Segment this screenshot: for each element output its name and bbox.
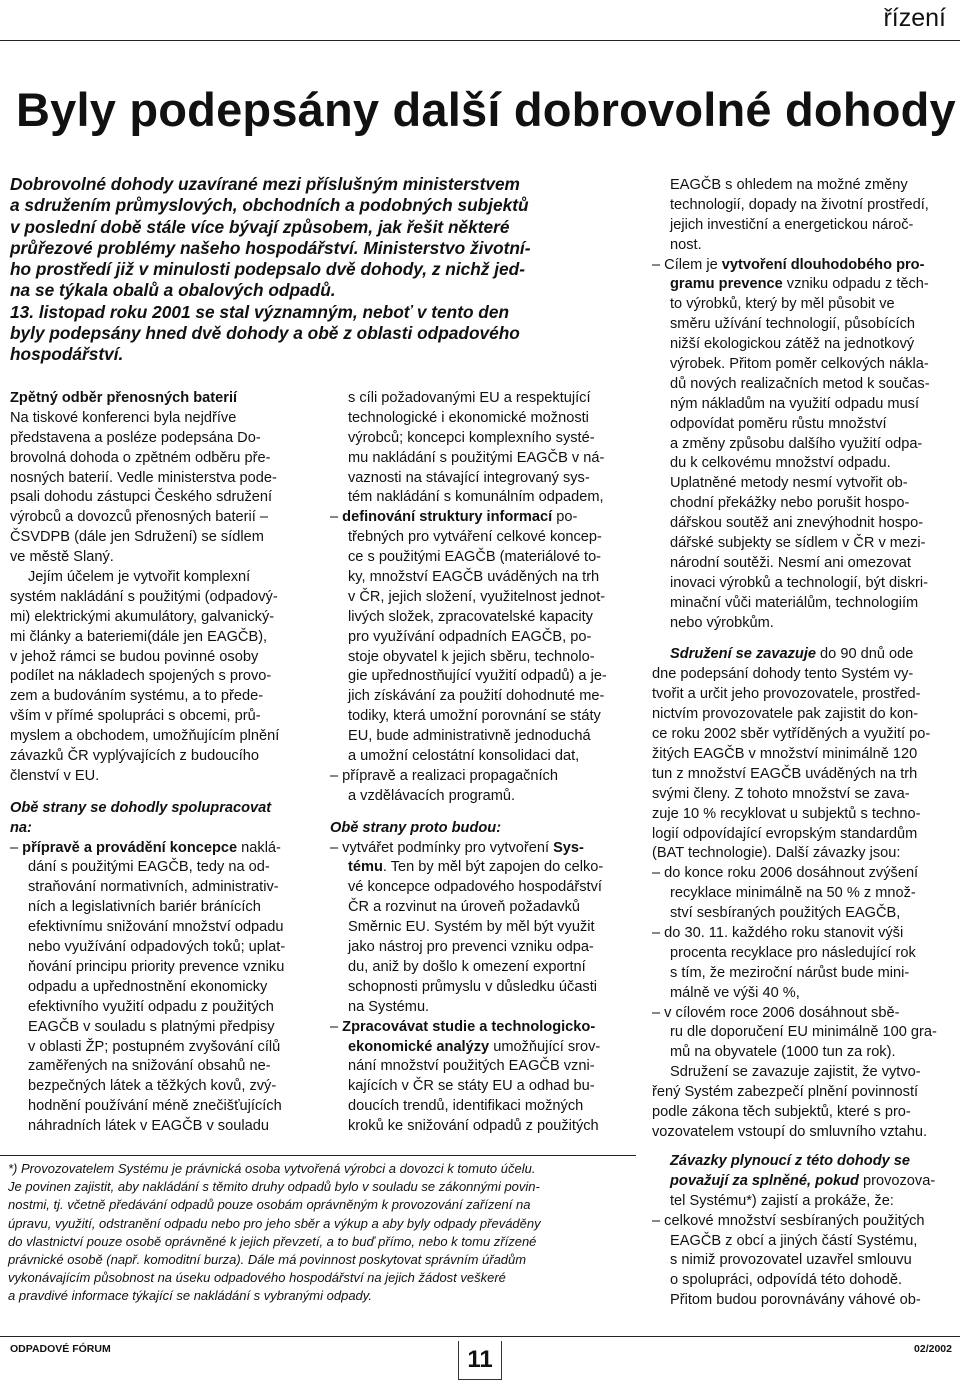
bullet-line: – celkové množství sesbíraných použitých — [652, 1212, 925, 1229]
text-line: nost. — [670, 236, 702, 253]
text-line: ce s použitými EAGČB (materiálové to- — [348, 549, 602, 566]
footnote-line: nostmi, tj. včetně předávání odpadů pouze osobám oprávněným k provozování zařízení na — [8, 1197, 531, 1213]
text-line: pro využívání odpadních EAGČB, po- — [348, 628, 592, 645]
spacer — [10, 787, 320, 799]
text-line: kajících v ČR se státy EU a odhad bu- — [348, 1078, 595, 1095]
subheading: Závazky plynoucí z této dohody se — [670, 1153, 911, 1169]
footnote-line: úpravu, využití, odstranění odpadu nebo pro jeho sběr a výkup a aby byly odpady převáděny — [8, 1215, 541, 1231]
bullet-line — [330, 508, 640, 528]
text-line: myslem a obchodem, umožňujícím plnění — [10, 728, 280, 745]
bullet-line: – přípravě a realizaci propagačních — [330, 767, 558, 784]
footnote-line: *) Provozovatelem Systému je právnická osoba vytvořená výrobci a dovozci k tomuto účelu. — [8, 1161, 536, 1176]
text-line: straňování normativních, administrativ- — [28, 879, 279, 896]
text-line: systém nakládání s použitými (odpadový- — [10, 588, 278, 605]
text-line: Na tiskové konferenci byla nejdříve — [10, 409, 237, 426]
text-line: ČSVDPB (dále jen Sdružení) se sídlem — [10, 529, 264, 546]
bullet-emphasis: přípravě a provádění koncepce — [22, 839, 238, 856]
bullet-emphasis: ekonomické analýzy — [348, 1038, 490, 1055]
page-number: 11 — [458, 1341, 502, 1380]
text-line: jich získávání za použití dohodnuté me- — [348, 688, 605, 705]
text-line: technologií, dopady na životní prostředí, — [670, 196, 929, 213]
bullet-dash: – — [330, 509, 343, 526]
text-line: kroků ke snižování odpadů z použitých — [348, 1118, 599, 1135]
text-line: psali dohodu zástupci Českého sdružení — [10, 489, 273, 506]
text-line: livých složek, zpracovatelské kapacity — [348, 608, 593, 625]
footnote-line: a pravdivé informace týkající se nakládání s vybranými odpady. — [8, 1288, 372, 1304]
text-line: řený Systém zabezpečí plnění povinností — [652, 1084, 919, 1101]
text-line: EAGČB v souladu s platnými předpisy — [28, 1018, 275, 1035]
text-line: zaměřených na snižování obsahů ne- — [28, 1058, 271, 1075]
text-line: zuje 10 % recyklovat u subjektů s techno- — [652, 805, 921, 822]
text-line: málně ve výši 40 %, — [670, 984, 800, 1001]
footer-divider — [0, 1336, 960, 1337]
bullet-line: – do konce roku 2006 dosáhnout zvýšení — [652, 865, 919, 882]
text-line: EAGČB z obcí a jiných částí Systému, — [670, 1232, 918, 1249]
text-line: zem a budováním systému, a to přede- — [10, 688, 264, 705]
bullet-emphasis: vytvoření dlouhodobého pro- — [721, 256, 925, 273]
text-line: tun z množství EAGČB uváděných na trh — [652, 765, 918, 782]
text-line: (BAT technologie). Další závazky jsou: — [652, 845, 901, 862]
bullet-emphasis: Zpracovávat studie a technologicko- — [342, 1018, 596, 1035]
bullet-emphasis: tému — [348, 859, 383, 876]
text-line: Uplatněné metody nesmí vytvořit ob- — [670, 475, 908, 492]
text-line: závazků ČR vyplývajících z budoucího — [10, 748, 260, 765]
paragraph-emphasis: Sdružení se zavazuje — [670, 646, 816, 663]
bullet-line — [652, 256, 952, 276]
text-line: EAGČB s ohledem na možné změny — [670, 177, 908, 193]
bullet-text: – Cílem je — [652, 256, 722, 273]
text-line: inovaci výrobků a technologií, být diskri- — [670, 574, 928, 591]
bullet-line: – do 30. 11. každého roku stanovit výši — [652, 924, 904, 941]
text-line: tvořit a určit jeho provozovatele, prostřed- — [652, 686, 921, 703]
footnote-line: do vlastnictví pouze osobě oprávněné k jejich převzetí, a to buď přímo, nebo k tomu zřízené — [8, 1233, 537, 1249]
text-line: logií odpovídající evropským standardům — [652, 825, 918, 842]
text-line: bezpečných látek a těžkých kovů, zvý- — [28, 1078, 277, 1095]
text-line: v jehož rámci se budou povinné osoby — [10, 648, 259, 665]
text-line: a umožní celostátní konsolidaci dat, — [348, 748, 580, 765]
text-line: brovolná dohoda o zpětném odběru pře- — [10, 449, 271, 466]
text-line: s cíli požadovanými EU a respektující — [348, 390, 591, 406]
paragraph-text: provozova- — [858, 1172, 936, 1189]
text-line: du k celkovému množství odpadu. — [670, 455, 891, 472]
lead-line: ho prostředí již v minulosti podepsalo dvě dohody, z nichž jed- — [10, 259, 525, 280]
lead-line: byly podepsány hned dvě dohody a obě z oblasti odpadového — [10, 323, 520, 344]
text-line: vé koncepce odpadového hospodářství — [348, 879, 602, 896]
text-line: ňování principu priority prevence vzniku — [28, 958, 285, 975]
header-divider — [0, 40, 960, 41]
footnote-line: vykonávajícím působnost na úseku odpadového hospodářství na jejich žádost veškeré — [8, 1270, 506, 1286]
issue-number: 02/2002 — [914, 1343, 952, 1355]
text-line: nižší ekologickou zátěž na jednotkový — [670, 336, 915, 353]
text-line: schopnosti průmyslu v důsledku účasti — [348, 978, 598, 995]
text-line: chodní překážky nebo porušit hospo- — [670, 495, 910, 512]
text-line: ru dle doporučení EU minimálně 100 gra- — [670, 1024, 937, 1041]
text-line: svými členy. Z tohoto množství se zava- — [652, 785, 910, 802]
text-line: náhradních látek v EAGČB v souladu — [28, 1118, 269, 1135]
bullet-line — [330, 1018, 640, 1038]
footnote-divider — [0, 1155, 636, 1156]
text-line: představena a posléze podepsána Do- — [10, 429, 261, 446]
text-line: tel Systému*) zajistí a prokáže, že: — [670, 1192, 894, 1209]
text-line: národní soutěži. Nesmí ani omezovat — [670, 554, 911, 571]
text-line: dání s použitými EAGČB, tedy na od- — [28, 859, 270, 876]
column-middle — [330, 389, 640, 1137]
section-label: řízení — [883, 4, 946, 32]
text-line: dů nových realizačních metod k součas- — [670, 375, 930, 392]
text-line: nictvím provozovatele pak zajistit do kon- — [652, 706, 919, 723]
text-line: nosných baterií. Vedle ministerstva pode- — [10, 469, 277, 486]
text-line: Směrnic EU. Systém by měl být využit — [348, 919, 595, 936]
text-line: efektivnímu snižování množství odpadu — [28, 919, 284, 936]
text-line: stoje obyvatel k jejich sběru, technolo- — [348, 648, 595, 665]
section-heading: Zpětný odběr přenosných baterií — [10, 390, 238, 406]
article-lead — [10, 174, 640, 366]
text-line: nebo výrobkům. — [670, 614, 774, 631]
text-line: jako nástroj pro prevenci vzniku odpa- — [348, 939, 594, 956]
text-line: to výrobků, který by měl působit ve — [670, 296, 895, 313]
bullet-emphasis: Sys- — [553, 839, 584, 856]
footnote-line: právnické osobě (např. komoditní burza). Dále má povinnost poskytovat správním úřadům — [8, 1251, 527, 1267]
bullet-text: . Ten by měl být zapojen do celko- — [382, 859, 604, 876]
text-line — [652, 275, 952, 295]
text-line — [652, 1172, 952, 1192]
lead-line: průřezové problémy našeho hospodářství. Ministerstvo životní- — [10, 237, 531, 258]
bullet-text: umožňující srov- — [489, 1038, 601, 1055]
text-line: Přitom budou porovnávány váhové ob- — [670, 1292, 921, 1309]
bullet-dash: – — [330, 1018, 343, 1035]
text-line: podílet na nákladech spojených s provo- — [10, 668, 272, 685]
text-line: žitých EAGČB v množství minimálně 120 — [652, 745, 918, 762]
paragraph-emphasis: považují za splněné, pokud — [670, 1172, 859, 1189]
lead-line: 13. listopad roku 2001 se stal významným, neboť v tento den — [10, 301, 510, 322]
text-line: minační vůči materiálům, technologiím — [670, 594, 919, 611]
text-line: ce roku 2002 sběr vytříděných a využití po- — [652, 726, 931, 743]
text-line: technologické i ekonomické možnosti — [348, 409, 589, 426]
text-line: nebo využívání odpadových toků; uplat- — [28, 939, 286, 956]
subheading: Obě strany proto budou: — [330, 819, 502, 836]
text-line: dářskou soutěž ani znevýhodnit hospo- — [670, 515, 924, 532]
text-line: mu nakládání s použitými EAGČB v ná- — [348, 449, 605, 466]
text-line: o spolupráci, odpovídá této dohodě. — [670, 1272, 903, 1289]
text-line: v ČR, jejich složení, využitelnost jednot- — [348, 588, 606, 605]
text-line: tém nakládání s komunálním odpadem, — [348, 489, 604, 506]
text-line: mi) elektrickými akumulátory, galvanický- — [10, 608, 275, 625]
text-line: výrobců; koncepci komplexního systé- — [348, 429, 595, 446]
text-line: odpadu a upřednostnění ekonomicky — [28, 978, 268, 995]
text-line — [330, 858, 640, 878]
subheading: na: — [10, 819, 32, 836]
text-line: výrobek. Přitom poměr celkových nákla- — [670, 356, 929, 373]
text-line: podle zákona těch subjektů, které s pro- — [652, 1103, 911, 1120]
text-line: dne podepsání dohody tento Systém vy- — [652, 666, 914, 683]
text-line: mi články a bateriemi(dále jen EAGČB), — [10, 628, 268, 645]
text-line: hodnění používání méně znečišťujících — [28, 1098, 282, 1115]
bullet-line — [10, 839, 320, 859]
text-line: ČR a rozvinut na úroveň požadavků — [348, 899, 581, 916]
text-line: odpovídat poměru růstu množství — [670, 415, 887, 432]
bullet-emphasis: definování struktury informací — [342, 509, 553, 526]
text-line: recyklace minimálně na 50 % z množ- — [670, 885, 916, 902]
text-line: dářské subjekty se sídlem v ČR v mezi- — [670, 535, 926, 552]
column-right-bottom — [652, 1152, 952, 1311]
text-line — [330, 1038, 640, 1058]
column-right — [652, 176, 952, 1143]
subheading: Obě strany se dohodly spolupracovat — [10, 799, 272, 816]
footnote-line: Je povinen zajistit, aby nakládání s těmito druhy odpadů bylo v souladu se zákonnými povin- — [8, 1179, 540, 1195]
text-line: v oblasti ŽP; postupném zvyšování cílů — [28, 1038, 281, 1055]
bullet-text: naklá- — [237, 839, 281, 856]
bullet-line: – v cílovém roce 2006 dosáhnout sbě- — [652, 1004, 900, 1021]
text-line: mů na obyvatele (1000 tun za rok). — [670, 1044, 896, 1061]
text-line: třebných pro vytváření celkové koncep- — [348, 529, 602, 546]
bullet-dash: – — [10, 839, 23, 856]
bullet-text: vzniku odpadu z těch- — [782, 276, 929, 293]
text-line: Jejím účelem je vytvořit komplexní — [28, 569, 251, 586]
text-line: EU, bude administrativně jednoduchá — [348, 728, 591, 745]
text-line: todiky, která umožní porovnání se státy — [348, 708, 601, 725]
column-left — [10, 389, 320, 1137]
lead-line: hospodářství. — [10, 344, 124, 365]
text-line: jejich investiční a energetickou nároč- — [670, 216, 914, 233]
text-line — [652, 645, 952, 665]
bullet-text: – vytvářet podmínky pro vytvoření — [330, 839, 554, 856]
lead-line: Dobrovolné dohody uzavírané mezi příslušným ministerstvem — [10, 174, 520, 194]
text-line: směru užívání technologií, působících — [670, 316, 915, 333]
publication-name: ODPADOVÉ FÓRUM — [10, 1343, 111, 1355]
text-line: ství sesbíraných použitých EAGČB, — [670, 905, 901, 922]
bullet-emphasis: gramu prevence — [670, 276, 783, 293]
footnote — [8, 1160, 638, 1306]
spacer — [652, 633, 952, 645]
text-line: ních a legislativních bariér bránících — [28, 899, 261, 916]
text-line: Sdružení se zavazuje zajistit, že vytvo- — [670, 1064, 921, 1081]
text-line: s nimiž provozovatel uzavřel smlouvu — [670, 1252, 912, 1269]
lead-line: a sdružením průmyslových, obchodních a podobných subjektů — [10, 195, 529, 216]
text-line: procenta recyklace pro následující rok — [670, 944, 916, 961]
bullet-text: po- — [552, 509, 578, 526]
text-line: vším v přímé spolupráci s obcemi, prů- — [10, 708, 261, 725]
text-line: du, aniž by došlo k omezení exportní — [348, 958, 586, 975]
lead-line: v poslední době stále více bývají způsobem, jak řešit některé — [10, 216, 510, 237]
text-line: a změny způsobu dalšího využití odpa- — [670, 435, 923, 452]
paragraph-text: do 90 dnů ode — [816, 646, 914, 663]
text-line: vaznosti na stávající integrovaný sys- — [348, 469, 590, 486]
spacer — [330, 807, 640, 819]
text-line: a vzdělávacích programů. — [348, 787, 516, 804]
text-line: gie upřednostňující využití odpadů) a je- — [348, 668, 607, 685]
text-line: ve městě Slaný. — [10, 549, 114, 566]
text-line: výrobců a dovozců přenosných baterií – — [10, 509, 268, 526]
text-line: doucích trendů, identifikaci možných — [348, 1098, 584, 1115]
text-line: členství v EU. — [10, 767, 100, 784]
text-line: ným nákladům na využití odpadu musí — [670, 395, 920, 412]
text-line: s tím, že meziroční nárůst bude mini- — [670, 964, 910, 981]
article-title: Byly podepsány další dobrovolné dohody — [16, 83, 956, 136]
text-line: na Systému. — [348, 998, 430, 1015]
text-line: ky, množství EAGČB uváděných na trh — [348, 569, 600, 586]
lead-line: na se týkala obalů a obalových odpadů. — [10, 280, 336, 301]
text-line: nání množství použitých EAGČB vzni- — [348, 1058, 595, 1075]
text-line: vozovatelem vstoupí do smluvního vztahu. — [652, 1123, 927, 1140]
text-line: efektivního využití odpadu z použitých — [28, 998, 274, 1015]
bullet-line — [330, 839, 640, 859]
